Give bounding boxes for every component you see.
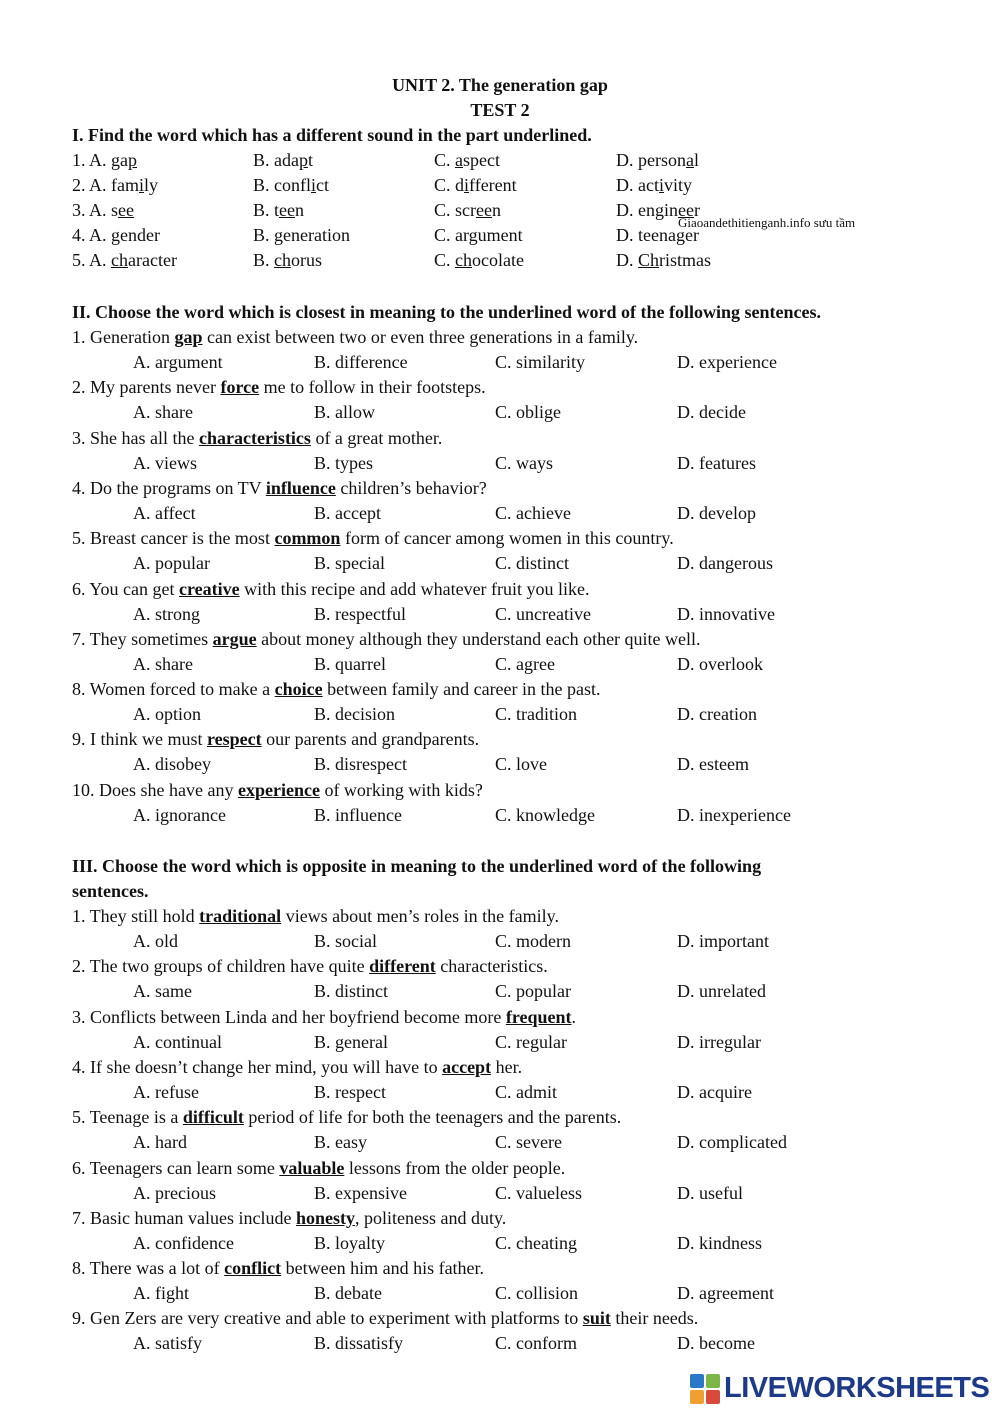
stem-text: can exist between two or even three generations in a family. xyxy=(202,327,639,347)
stem-text: her. xyxy=(491,1056,523,1077)
option-b: B. social xyxy=(314,931,377,951)
stem-text: me to follow in their footsteps. xyxy=(259,377,486,398)
section-3-heading-line-1: III. Choose the word which is opposite in meaning to the underlined word of the following xyxy=(72,856,762,876)
stem-text: characteristics. xyxy=(435,956,548,977)
option-text: A. xyxy=(89,225,112,245)
stem-text: 5. Breast cancer is the most xyxy=(72,528,275,549)
option-d: D. decide xyxy=(677,402,746,423)
keyword-underlined: suit xyxy=(582,1308,611,1329)
stem-text: lessons from the older people. xyxy=(344,1157,566,1178)
underlined-sound: Ch xyxy=(638,250,660,270)
question-stem xyxy=(72,1308,698,1329)
stem-text: 5. Teenage is a xyxy=(72,1107,183,1128)
option-text: t xyxy=(307,150,313,170)
option-a xyxy=(72,150,137,171)
underlined-sound: g xyxy=(274,225,284,245)
watermark-text: Giaoandethitienganh.info sưu tầm xyxy=(678,215,856,230)
option-b: B. decision xyxy=(314,704,395,725)
option-a: A. old xyxy=(133,931,178,951)
keyword-underlined: choice xyxy=(274,679,323,700)
option-a: A. hard xyxy=(133,1132,187,1153)
option-c: C. ways xyxy=(495,452,553,473)
question-number: 5. xyxy=(72,250,86,270)
liveworksheets-icon xyxy=(690,1374,720,1404)
keyword-underlined: valuable xyxy=(279,1157,345,1178)
option-d: D. creation xyxy=(677,704,757,725)
option-d: D. complicated xyxy=(677,1132,787,1153)
option-c xyxy=(434,150,500,171)
page-title: UNIT 2. The generation gap xyxy=(392,75,608,95)
option-text: D. act xyxy=(616,175,659,195)
question-stem xyxy=(72,956,548,977)
option-d: D. irregular xyxy=(677,1031,761,1052)
stem-text: , politeness and duty. xyxy=(354,1207,507,1228)
option-b: B. expensive xyxy=(314,1182,407,1203)
stem-text: of a great mother. xyxy=(310,427,443,448)
option-d xyxy=(616,175,692,196)
section-2-heading: II. Choose the word which is closest in meaning to the underlined word of the following sentences. xyxy=(72,302,822,322)
question-stem xyxy=(72,729,479,750)
stem-text: 10. Does she have any xyxy=(72,779,238,800)
stem-text: views about men’s roles in the family. xyxy=(281,906,559,926)
underlined-sound: g xyxy=(111,225,121,245)
option-d: D. unrelated xyxy=(677,981,766,1002)
option-a: A. precious xyxy=(133,1182,216,1203)
option-text: D. teena xyxy=(616,225,676,245)
option-a: A. ignorance xyxy=(133,804,226,825)
option-text: n xyxy=(295,200,304,220)
stem-text: 8. Women forced to make a xyxy=(72,679,275,700)
option-b: B. loyalty xyxy=(314,1232,385,1253)
underlined-sound: ee xyxy=(279,200,295,220)
option-c: C. uncreative xyxy=(495,603,591,624)
stem-text: 6. Teenagers can learn some xyxy=(72,1157,280,1178)
question-stem xyxy=(72,1007,576,1028)
option-c: C. tradition xyxy=(495,704,577,725)
option-text: C. xyxy=(434,150,456,170)
option-c: C. valueless xyxy=(495,1182,582,1203)
option-text: ocolate xyxy=(472,250,524,270)
question-stem xyxy=(72,780,483,801)
keyword-underlined: difficult xyxy=(182,1107,244,1128)
keyword-underlined: experience xyxy=(237,779,320,800)
option-d: D. experience xyxy=(677,352,777,372)
underlined-sound: g xyxy=(468,225,478,245)
option-text: D. person xyxy=(616,150,686,170)
underlined-sound: ee xyxy=(476,200,492,220)
keyword-underlined: argue xyxy=(212,628,257,649)
stem-text: 1. They still hold xyxy=(72,906,200,926)
option-text: r xyxy=(693,200,700,220)
option-b xyxy=(253,150,313,171)
option-a: A. disobey xyxy=(133,754,211,775)
option-text: A. s xyxy=(89,200,119,220)
option-text: l xyxy=(694,150,700,170)
stem-text: of working with kids? xyxy=(319,779,483,800)
question-stem xyxy=(72,1158,565,1179)
stem-text: 3. She has all the xyxy=(72,427,199,448)
option-a: A. option xyxy=(133,704,202,725)
option-text: eneration xyxy=(283,225,350,245)
option-a: A. fight xyxy=(133,1283,189,1304)
option-c xyxy=(434,175,517,196)
section-1-heading: I. Find the word which has a different sound in the part underlined. xyxy=(72,125,592,145)
option-b: B. general xyxy=(314,1031,388,1052)
option-text: B. ada xyxy=(253,150,299,170)
keyword-underlined: conflict xyxy=(224,1258,282,1279)
stem-text: 8. There was a lot of xyxy=(72,1258,225,1279)
stem-text: about money although they understand each other quite well. xyxy=(256,628,701,649)
underlined-sound: i xyxy=(139,175,145,195)
option-c: C. achieve xyxy=(495,502,571,523)
option-b: B. special xyxy=(314,553,385,574)
option-a: A. continual xyxy=(133,1031,222,1052)
keyword-underlined: traditional xyxy=(199,906,282,926)
stem-text: our parents and grandparents. xyxy=(261,729,480,750)
question-number: 3. xyxy=(72,200,86,220)
option-d: D. agreement xyxy=(677,1283,774,1304)
keyword-underlined: gap xyxy=(174,327,203,347)
stem-text: their needs. xyxy=(610,1308,699,1329)
option-a: A. confidence xyxy=(133,1232,234,1253)
option-d: D. kindness xyxy=(677,1232,762,1253)
option-b: B. respect xyxy=(314,1081,386,1102)
stem-text: between him and his father. xyxy=(281,1258,485,1279)
option-c: C. agree xyxy=(495,653,555,674)
option-c: C. severe xyxy=(495,1132,562,1153)
option-b xyxy=(253,200,304,221)
option-text: C. ar xyxy=(434,225,469,245)
option-b: B. debate xyxy=(314,1283,382,1304)
option-c: C. collision xyxy=(495,1283,579,1304)
option-a: A. refuse xyxy=(133,1081,199,1102)
option-a xyxy=(72,250,177,271)
stem-text: form of cancer among women in this country. xyxy=(340,528,674,549)
option-text: spect xyxy=(463,150,500,170)
option-a xyxy=(72,175,158,196)
keyword-underlined: frequent xyxy=(505,1006,572,1027)
stem-text: period of life for both the teenagers and the parents. xyxy=(243,1107,622,1128)
stem-text: 3. Conflicts between Linda and her boyfriend become more xyxy=(72,1006,506,1027)
question-stem xyxy=(72,428,442,449)
underlined-sound: i xyxy=(464,175,470,195)
keyword-underlined: influence xyxy=(265,477,336,498)
option-d: D. acquire xyxy=(677,1081,752,1102)
option-c xyxy=(434,250,524,271)
question-stem xyxy=(72,1057,522,1078)
option-a: A. same xyxy=(133,981,192,1002)
option-c: C. modern xyxy=(495,931,571,951)
option-text: B. xyxy=(253,250,275,270)
option-d: D. overlook xyxy=(677,653,763,674)
option-text: aracter xyxy=(128,250,177,270)
stem-text: 4. If she doesn’t change her mind, you will have to xyxy=(72,1056,443,1077)
option-c: C. knowledge xyxy=(495,804,595,825)
stem-text: 7. They sometimes xyxy=(72,628,213,649)
option-b xyxy=(253,175,329,196)
option-text: B. confl xyxy=(253,175,311,195)
option-a: A. share xyxy=(133,402,193,423)
question-number: 4. xyxy=(72,225,86,245)
option-c: C. regular xyxy=(495,1031,567,1052)
stem-text: 6. You can get xyxy=(72,578,179,599)
option-a: A. strong xyxy=(133,603,200,624)
underlined-sound: a xyxy=(455,150,464,170)
option-b: B. respectful xyxy=(314,603,406,624)
option-text: C. scr xyxy=(434,200,476,220)
stem-text: 9. Gen Zers are very creative and able to experiment with platforms to xyxy=(72,1308,583,1329)
option-b: B. accept xyxy=(314,502,381,523)
option-a: A. popular xyxy=(133,553,210,574)
stem-text: with this recipe and add whatever fruit you like. xyxy=(239,578,590,599)
keyword-underlined: creative xyxy=(179,578,240,599)
option-a xyxy=(72,225,160,246)
option-d: D. inexperience xyxy=(677,804,791,825)
option-text: A. xyxy=(89,250,112,270)
option-text: fferent xyxy=(469,175,517,195)
stem-text: 1. Generation xyxy=(72,327,175,347)
underlined-sound: i xyxy=(658,175,664,195)
stem-text: 2. The two groups of children have quite xyxy=(72,956,370,977)
option-text: vity xyxy=(664,175,693,195)
option-c xyxy=(434,225,523,246)
liveworksheets-logo xyxy=(690,1372,989,1405)
option-text: C. xyxy=(434,250,456,270)
option-c: C. oblige xyxy=(495,402,561,423)
option-b: B. disrespect xyxy=(314,754,407,775)
underlined-sound: g xyxy=(675,225,685,245)
option-c: C. popular xyxy=(495,981,571,1002)
option-text: D. engin xyxy=(616,200,678,220)
question-stem xyxy=(72,1258,484,1279)
option-b xyxy=(253,250,322,271)
option-b xyxy=(253,225,350,246)
option-text: D. xyxy=(616,250,638,270)
option-b: B. influence xyxy=(314,804,402,825)
option-b: B. difference xyxy=(314,352,408,372)
stem-text: . xyxy=(571,1006,577,1027)
option-c: C. distinct xyxy=(495,553,570,574)
underlined-sound: ee xyxy=(118,200,135,220)
question-stem xyxy=(72,679,601,700)
question-stem xyxy=(72,1107,621,1128)
question-number: 2. xyxy=(72,175,86,195)
stem-text: 9. I think we must xyxy=(72,729,207,750)
option-c: C. conform xyxy=(495,1333,577,1354)
stem-text: between family and career in the past. xyxy=(322,679,601,700)
underlined-sound: ch xyxy=(455,250,473,270)
underlined-sound: ee xyxy=(678,200,694,220)
option-text: er xyxy=(684,225,699,245)
option-d: D. dangerous xyxy=(677,553,773,574)
keyword-underlined: honesty xyxy=(295,1207,355,1228)
option-c: C. admit xyxy=(495,1081,557,1102)
option-text: ender xyxy=(120,225,160,245)
option-b: B. types xyxy=(314,452,374,473)
option-text: C. d xyxy=(434,175,465,195)
option-d: D. important xyxy=(677,931,769,951)
option-text: B. xyxy=(253,225,275,245)
option-a: A. affect xyxy=(133,502,196,523)
stem-text: 2. My parents never xyxy=(72,377,221,398)
option-b: B. dissatisfy xyxy=(314,1333,404,1354)
option-d xyxy=(616,150,699,171)
option-b: B. easy xyxy=(314,1132,367,1153)
stem-text: children’s behavior? xyxy=(335,477,487,498)
keyword-underlined: accept xyxy=(442,1056,492,1077)
keyword-underlined: force xyxy=(220,377,260,398)
option-d: D. esteem xyxy=(677,754,749,775)
stem-text: 4. Do the programs on TV xyxy=(72,477,266,498)
underlined-sound: p xyxy=(128,150,138,170)
option-text: ristmas xyxy=(659,250,712,270)
option-a: A. views xyxy=(133,452,197,473)
option-text: B. t xyxy=(253,200,280,220)
question-stem xyxy=(72,1208,506,1229)
option-b: B. allow xyxy=(314,402,375,423)
question-stem xyxy=(72,478,487,499)
underlined-sound: i xyxy=(311,175,317,195)
keyword-underlined: common xyxy=(274,528,341,549)
underlined-sound: p xyxy=(298,150,308,170)
option-text: ument xyxy=(477,225,523,245)
option-d: D. develop xyxy=(677,502,756,523)
question-stem xyxy=(72,528,674,549)
section-3-heading-line-2: sentences. xyxy=(72,881,149,901)
option-b: B. quarrel xyxy=(314,653,386,674)
option-c: C. love xyxy=(495,754,547,775)
liveworksheets-wordmark: LIVEWORKSHEETS xyxy=(724,1372,990,1404)
option-d: D. become xyxy=(677,1333,755,1354)
option-c: C. similarity xyxy=(495,352,585,372)
underlined-sound: ch xyxy=(274,250,292,270)
question-number: 1. xyxy=(72,150,86,170)
stem-text: 7. Basic human values include xyxy=(72,1207,296,1228)
option-b: B. distinct xyxy=(314,981,389,1002)
option-a: A. share xyxy=(133,653,193,674)
keyword-underlined: respect xyxy=(207,729,262,750)
option-text: ct xyxy=(316,175,330,195)
page-subtitle: TEST 2 xyxy=(470,100,530,120)
option-d: D. features xyxy=(677,452,756,473)
underlined-sound: ch xyxy=(111,250,129,270)
option-text: ly xyxy=(144,175,159,195)
option-a xyxy=(72,200,134,221)
option-a: A. satisfy xyxy=(133,1333,202,1354)
option-text: orus xyxy=(291,250,323,270)
question-stem xyxy=(72,629,701,650)
question-stem xyxy=(72,579,590,600)
underlined-sound: a xyxy=(686,150,694,170)
question-stem xyxy=(72,906,559,927)
option-a: A. argument xyxy=(133,352,223,372)
keyword-underlined: different xyxy=(369,956,436,977)
option-d: D. useful xyxy=(677,1182,743,1203)
option-text: A. fam xyxy=(89,175,139,195)
question-stem xyxy=(72,327,638,348)
option-d: D. innovative xyxy=(677,603,775,624)
question-stem xyxy=(72,377,486,398)
option-text: A. ga xyxy=(89,150,129,170)
keyword-underlined: characteristics xyxy=(198,427,311,448)
option-d xyxy=(616,250,711,271)
option-c xyxy=(434,200,501,221)
option-c: C. cheating xyxy=(495,1232,577,1253)
option-text: n xyxy=(491,200,501,220)
